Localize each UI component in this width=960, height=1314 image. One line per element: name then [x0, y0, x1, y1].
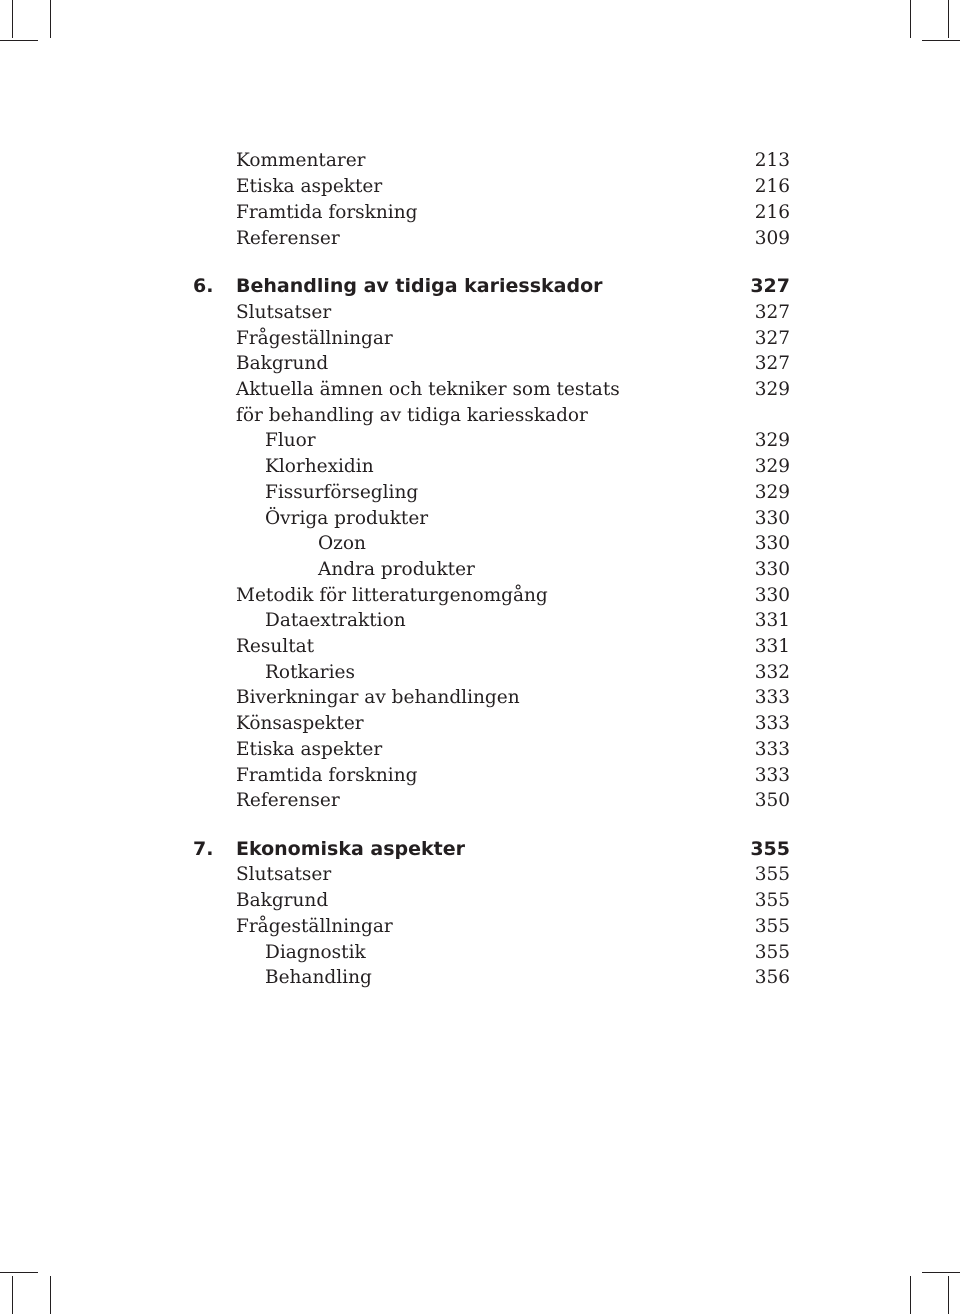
toc-entry — [0, 326, 960, 352]
toc-entry-title: Referenser — [236, 228, 340, 249]
toc-entry — [0, 300, 960, 326]
toc-entry — [0, 148, 960, 174]
crop-mark — [922, 40, 960, 41]
toc-entry — [0, 226, 960, 252]
toc-entry-page: 329 — [754, 456, 790, 477]
toc-entry-title: Övriga produkter — [265, 508, 429, 529]
toc-entry — [0, 914, 960, 940]
toc-entry — [0, 685, 960, 711]
toc-entry — [0, 862, 960, 888]
toc-chapter — [0, 273, 960, 299]
toc-chapter-number: 6. — [193, 275, 214, 297]
toc-entry-page: 329 — [754, 379, 790, 400]
toc-chapter-number: 7. — [193, 838, 214, 860]
toc-entry — [0, 660, 960, 686]
toc-entry-page: 333 — [754, 739, 790, 760]
toc-entry — [0, 428, 960, 454]
toc-entry — [0, 480, 960, 506]
toc-entry — [0, 634, 960, 660]
toc-entry-page: 333 — [754, 687, 790, 708]
toc-entry-page: 216 — [754, 176, 790, 197]
toc-entry-page: 216 — [754, 202, 790, 223]
toc-entry-title: Bakgrund — [236, 890, 329, 911]
toc-entry-title: Slutsatser — [236, 302, 332, 323]
toc-entry-title: Etiska aspekter — [236, 176, 383, 197]
toc-entry-page: 355 — [754, 916, 790, 937]
toc-entry — [0, 763, 960, 789]
toc-entry-title: Frågeställningar — [236, 328, 393, 349]
crop-mark — [0, 1272, 38, 1273]
toc-entry-page: 333 — [754, 765, 790, 786]
toc-entry-title: Frågeställningar — [236, 916, 393, 937]
toc-entry-title: Bakgrund — [236, 353, 329, 374]
toc-entry-title: Könsaspekter — [236, 713, 364, 734]
toc-entry-page: 331 — [754, 610, 790, 631]
toc-entry — [0, 403, 960, 429]
toc-entry-page: 333 — [754, 713, 790, 734]
toc-entry-title: Etiska aspekter — [236, 739, 383, 760]
toc-entry — [0, 377, 960, 403]
toc-chapter-title: Behandling av tidiga kariesskador — [236, 275, 603, 297]
toc-entry — [0, 940, 960, 966]
toc-chapter-page: 327 — [750, 275, 790, 297]
toc-entry-page: 355 — [754, 890, 790, 911]
toc-entry-page: 331 — [754, 636, 790, 657]
crop-mark — [12, 0, 13, 38]
toc-entry-title: Resultat — [236, 636, 315, 657]
toc-entry-title: Klorhexidin — [265, 456, 374, 477]
toc-entry — [0, 531, 960, 557]
toc-entry-title: Behandling — [265, 967, 372, 988]
toc-entry-title: Aktuella ämnen och tekniker som testats — [236, 379, 620, 400]
crop-mark — [948, 1276, 949, 1314]
toc-entry — [0, 711, 960, 737]
toc-entry-page: 356 — [754, 967, 790, 988]
toc-entry — [0, 454, 960, 480]
toc-entry-title: Framtida forskning — [236, 202, 418, 223]
toc-entry — [0, 583, 960, 609]
crop-mark — [50, 0, 51, 38]
toc-entry-page: 327 — [754, 353, 790, 374]
toc-entry-title: Rotkaries — [265, 662, 355, 683]
crop-mark — [12, 1276, 13, 1314]
toc-entry — [0, 965, 960, 991]
toc-entry-title: Biverkningar av behandlingen — [236, 687, 520, 708]
toc-entry-page: 355 — [754, 942, 790, 963]
toc-entry-page: 327 — [754, 328, 790, 349]
toc-entry-title: Slutsatser — [236, 864, 332, 885]
toc-entry — [0, 200, 960, 226]
toc-entry-title: Fluor — [265, 430, 316, 451]
toc-entry-title: Diagnostik — [265, 942, 366, 963]
toc-entry — [0, 608, 960, 634]
toc-entry-title: Kommentarer — [236, 150, 366, 171]
toc-entry — [0, 557, 960, 583]
toc-entry-page: 332 — [754, 662, 790, 683]
toc-entry — [0, 888, 960, 914]
toc-entry — [0, 506, 960, 532]
crop-mark — [910, 0, 911, 38]
toc-entry — [0, 737, 960, 763]
crop-mark — [910, 1276, 911, 1314]
toc-entry — [0, 351, 960, 377]
toc-chapter-page: 355 — [750, 838, 790, 860]
toc-entry-page: 213 — [754, 150, 790, 171]
crop-mark — [50, 1276, 51, 1314]
toc-entry-page: 309 — [754, 228, 790, 249]
crop-mark — [948, 0, 949, 38]
toc-entry-page: 329 — [754, 482, 790, 503]
toc-entry — [0, 174, 960, 200]
toc-entry-title: för behandling av tidiga kariesskador — [236, 405, 588, 426]
crop-mark — [922, 1272, 960, 1273]
toc-entry-page: 330 — [754, 533, 790, 554]
toc-entry-title: Framtida forskning — [236, 765, 418, 786]
toc-chapter-title: Ekonomiska aspekter — [236, 838, 466, 860]
toc-entry-title: Dataextraktion — [265, 610, 406, 631]
toc-entry-page: 330 — [754, 559, 790, 580]
toc-entry-page: 330 — [754, 508, 790, 529]
toc-entry-page: 327 — [754, 302, 790, 323]
toc-entry-title: Referenser — [236, 790, 340, 811]
toc-entry — [0, 788, 960, 814]
toc-entry-page: 329 — [754, 430, 790, 451]
toc-chapter — [0, 836, 960, 862]
toc-entry-title: Fissurförsegling — [265, 482, 419, 503]
toc-entry-title: Metodik för litteraturgenomgång — [236, 585, 548, 606]
crop-mark — [0, 40, 38, 41]
toc-entry-page: 330 — [754, 585, 790, 606]
toc-entry-title: Ozon — [318, 533, 366, 554]
toc-entry-page: 355 — [754, 864, 790, 885]
toc-entry-title: Andra produkter — [318, 559, 475, 580]
toc-entry-page: 350 — [754, 790, 790, 811]
